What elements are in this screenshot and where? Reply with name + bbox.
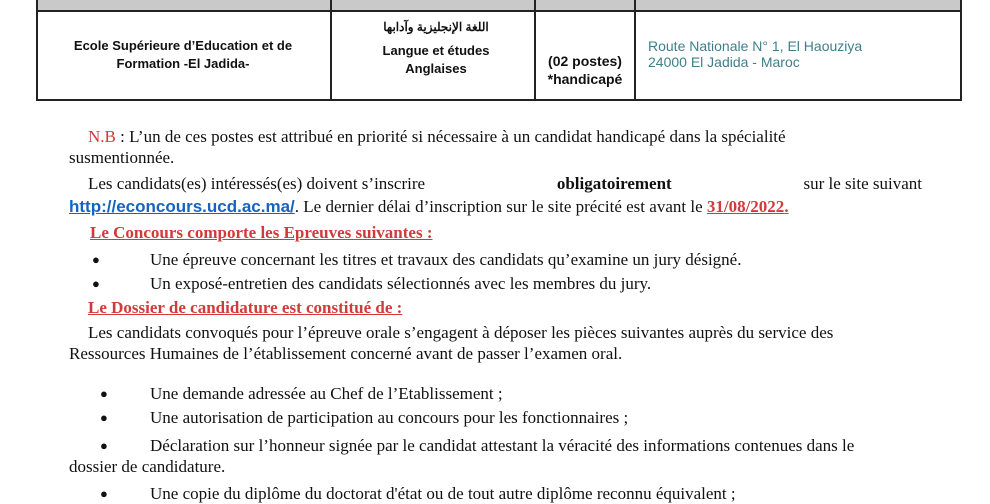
dossier-item: Déclaration sur l’honneur signée par le candidat attestant la véracité des informations contenues dans le <box>150 436 855 455</box>
specialty-french-line: Langue et études <box>382 43 490 58</box>
inscription-line-1 <box>88 173 922 194</box>
dossier-item: Une autorisation de participation au concours pour les fonctionnaires ; <box>150 408 629 427</box>
inscription-text-a: Les candidats(es) intéressés(es) doivent s’inscrire <box>88 174 426 193</box>
bullet-icon: ● <box>100 438 108 453</box>
institution-line: Ecole Supérieure d’Education et de <box>73 38 293 53</box>
nb-line-2: susmentionnée. <box>69 148 175 167</box>
specialty-cell <box>336 18 536 78</box>
dossier-item: dossier de candidature. <box>69 457 226 476</box>
inscription-bold: obligatoirement <box>556 174 672 193</box>
address-line: Route Nationale N° 1, El Haouziya <box>648 38 863 54</box>
inscription-line-2 <box>69 196 789 217</box>
table-border-top <box>36 10 962 12</box>
epreuve-item: Une épreuve concernant les titres et travaux des candidats qu’examine un jury désigné. <box>150 250 742 269</box>
bullet-icon: ● <box>92 252 100 267</box>
table-col-divider <box>960 0 962 101</box>
inscription-text-b: sur le site suivant <box>803 174 922 193</box>
institution-line: Formation -El Jadida- <box>116 56 250 71</box>
posts-cell <box>536 52 634 88</box>
specialty-french-line: Anglaises <box>405 61 467 76</box>
dossier-intro: Ressources Humaines de l’établissement concerné avant de passer l’examen oral. <box>69 344 623 363</box>
specialty-arabic: اللغة الإنجليزية وآدابها <box>383 20 489 34</box>
bullet-icon: ● <box>100 486 108 501</box>
bullet-icon: ● <box>100 386 108 401</box>
table-border-bottom <box>36 99 962 101</box>
posts-handicap: *handicapé <box>547 71 623 87</box>
bullet-icon: ● <box>92 276 100 291</box>
dossier-heading: Le Dossier de candidature est constitué de : <box>88 298 403 317</box>
posts-count: (02 postes) <box>548 53 622 69</box>
dossier-item: Une copie du diplôme du doctorat d'état ou de tout autre diplôme reconnu équivalent ; <box>150 484 736 503</box>
bullet-icon: ● <box>100 410 108 425</box>
deadline-dot: . <box>784 197 789 216</box>
nb-text: : L’un de ces postes est attribué en priorité si nécessaire à un candidat handicapé dans la spécialité <box>115 127 786 146</box>
nb-label: N.B <box>88 127 116 146</box>
econcours-link[interactable]: http://econcours.ucd.ac.ma/ <box>69 197 295 216</box>
epreuves-heading: Le Concours comporte les Epreuves suivantes : <box>90 223 433 242</box>
address-cell <box>648 38 948 70</box>
dossier-intro: Les candidats convoqués pour l’épreuve orale s’engagent à déposer les pièces suivantes auprès du service des <box>88 323 834 342</box>
institution-cell <box>40 37 326 73</box>
address-line: 24000 El Jadida - Maroc <box>648 54 800 70</box>
dossier-item: Une demande adressée au Chef de l’Etablissement ; <box>150 384 503 403</box>
table-col-divider <box>330 0 332 101</box>
deadline-date: 31/08/2022 <box>706 197 785 216</box>
inscription-deadline-text: . Le dernier délai d’inscription sur le site précité est avant le <box>294 197 707 216</box>
epreuve-item: Un exposé-entretien des candidats sélectionnés avec les membres du jury. <box>150 274 652 293</box>
table-col-divider <box>36 0 38 101</box>
table-col-divider <box>634 0 636 101</box>
nb-paragraph <box>88 126 786 147</box>
